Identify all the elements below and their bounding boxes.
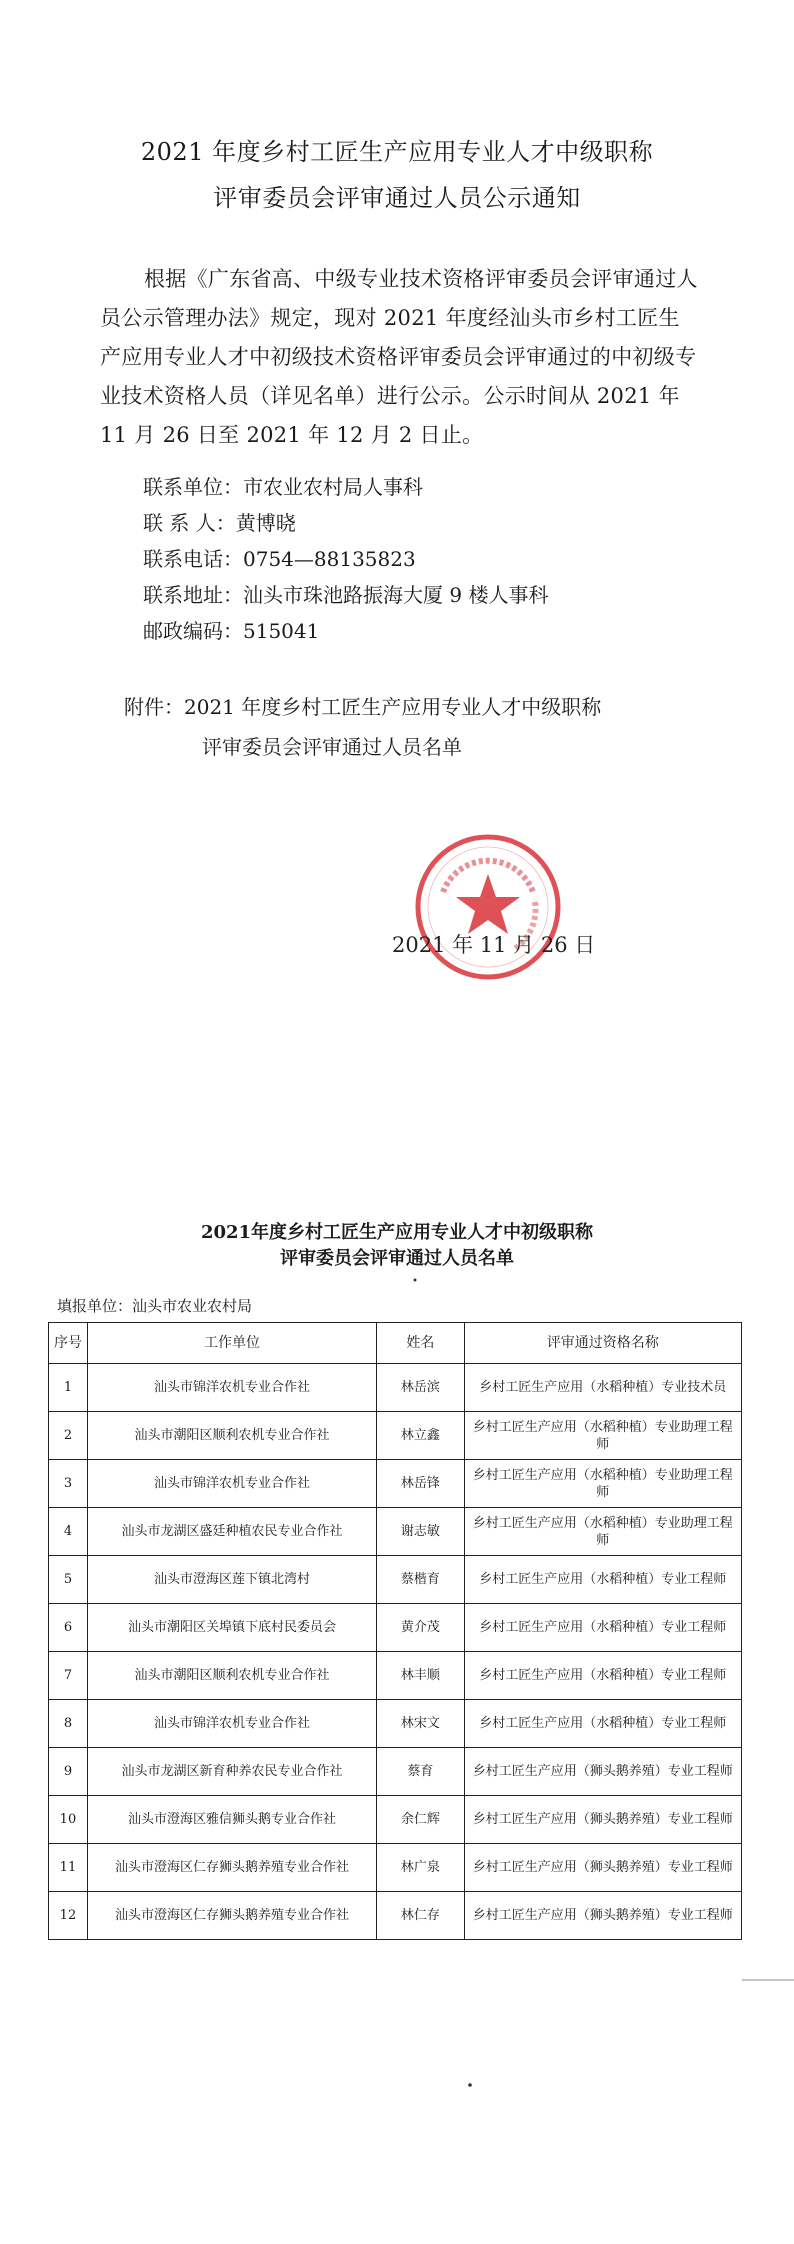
table-row	[49, 1508, 742, 1556]
cell-no: 6	[49, 1604, 88, 1652]
table-row	[49, 1604, 742, 1652]
table-row	[49, 1460, 742, 1508]
cell-qualification: 乡村工匠生产应用（狮头鹅养殖）专业工程师	[464, 1892, 741, 1940]
notice-body: 根据《广东省高、中级专业技术资格评审委员会评审通过人员公示管理办法》规定，现对 2021 年度经汕头市乡村工匠生产应用专业人才中初级技术资格评审委员会评审通过的中初级专业技术资格人员（详见名单）进行公示。公示时间从 2021 年 11 月 26 日至 2021 年 12 月 2 日止。	[100, 267, 698, 447]
roster-title-line1: 2021年度乡村工匠生产应用专业人才中初级职称	[200, 1222, 594, 1243]
cell-qualification: 乡村工匠生产应用（水稻种植）专业工程师	[464, 1604, 741, 1652]
cell-no: 5	[49, 1556, 88, 1604]
cell-qualification: 乡村工匠生产应用（水稻种植）专业工程师	[464, 1700, 741, 1748]
cell-no: 7	[49, 1652, 88, 1700]
cell-name: 蔡楷育	[377, 1556, 465, 1604]
cell-name: 林仁存	[377, 1892, 465, 1940]
notice-title-line2: 评审委员会评审通过人员公示通知	[213, 184, 581, 212]
cell-name: 蔡育	[377, 1748, 465, 1796]
cell-unit: 汕头市龙湖区盛廷种植农民专业合作社	[87, 1508, 376, 1556]
table-header-row	[49, 1323, 742, 1364]
cell-no: 8	[49, 1700, 88, 1748]
cell-qualification: 乡村工匠生产应用（水稻种植）专业工程师	[464, 1556, 741, 1604]
contact-person: 联 系 人：黄博晓	[143, 511, 296, 535]
header-unit: 工作单位	[87, 1323, 376, 1364]
table-row	[49, 1892, 742, 1940]
cell-no: 10	[49, 1796, 88, 1844]
cell-unit: 汕头市澄海区莲下镇北湾村	[87, 1556, 376, 1604]
cell-unit: 汕头市澄海区仁存狮头鹅养殖专业合作社	[87, 1844, 376, 1892]
cell-no: 9	[49, 1748, 88, 1796]
roster-table	[48, 1322, 742, 1940]
cell-qualification: 乡村工匠生产应用（狮头鹅养殖）专业工程师	[464, 1844, 741, 1892]
table-row	[49, 1748, 742, 1796]
header-qualification: 评审通过资格名称	[464, 1323, 741, 1364]
header-no: 序号	[49, 1323, 88, 1364]
contact-postcode: 邮政编码：515041	[143, 619, 320, 643]
cell-unit: 汕头市锦洋农机专业合作社	[87, 1364, 376, 1412]
cell-unit: 汕头市锦洋农机专业合作社	[87, 1700, 376, 1748]
cell-name: 黄介茂	[377, 1604, 465, 1652]
table-row	[49, 1412, 742, 1460]
cell-unit: 汕头市潮阳区顺利农机专业合作社	[87, 1652, 376, 1700]
contact-phone: 联系电话：0754—88135823	[143, 547, 416, 571]
cell-qualification: 乡村工匠生产应用（水稻种植）专业助理工程师	[464, 1508, 741, 1556]
cell-qualification: 乡村工匠生产应用（水稻种植）专业助理工程师	[464, 1412, 741, 1460]
cell-no: 1	[49, 1364, 88, 1412]
header-name: 姓名	[377, 1323, 465, 1364]
cell-qualification: 乡村工匠生产应用（狮头鹅养殖）专业工程师	[464, 1748, 741, 1796]
attachment-line1: 附件：2021 年度乡村工匠生产应用专业人才中级职称	[124, 695, 602, 719]
cell-no: 11	[49, 1844, 88, 1892]
cell-qualification: 乡村工匠生产应用（水稻种植）专业技术员	[464, 1364, 741, 1412]
cell-no: 2	[49, 1412, 88, 1460]
cell-name: 谢志敏	[377, 1508, 465, 1556]
cell-qualification: 乡村工匠生产应用（狮头鹅养殖）专业工程师	[464, 1796, 741, 1844]
cell-name: 余仁辉	[377, 1796, 465, 1844]
cell-name: 林立鑫	[377, 1412, 465, 1460]
table-row	[49, 1796, 742, 1844]
table-row	[49, 1364, 742, 1412]
notice-date: 2021 年 11 月 26 日	[392, 933, 596, 957]
cell-no: 4	[49, 1508, 88, 1556]
notice-title-line1: 2021 年度乡村工匠生产应用专业人才中级职称	[140, 138, 654, 166]
cell-qualification: 乡村工匠生产应用（水稻种植）专业助理工程师	[464, 1460, 741, 1508]
cell-unit: 汕头市澄海区雅信狮头鹅专业合作社	[87, 1796, 376, 1844]
contact-unit: 联系单位：市农业农村局人事科	[143, 475, 423, 499]
cell-unit: 汕头市龙湖区新育种养农民专业合作社	[87, 1748, 376, 1796]
table-row	[49, 1652, 742, 1700]
seal-star-icon	[456, 874, 520, 934]
table-row	[49, 1700, 742, 1748]
cell-no: 12	[49, 1892, 88, 1940]
cell-name: 林广泉	[377, 1844, 465, 1892]
attachment-line2: 评审委员会评审通过人员名单	[202, 735, 462, 759]
cell-name: 林岳滨	[377, 1364, 465, 1412]
cell-unit: 汕头市锦洋农机专业合作社	[87, 1460, 376, 1508]
cell-unit: 汕头市潮阳区顺利农机专业合作社	[87, 1412, 376, 1460]
filler-unit: 填报单位：汕头市农业农村局	[57, 1297, 253, 1315]
table-row	[49, 1556, 742, 1604]
cell-no: 3	[49, 1460, 88, 1508]
cell-unit: 汕头市澄海区仁存狮头鹅养殖专业合作社	[87, 1892, 376, 1940]
roster-title-line2: 评审委员会评审通过人员名单	[280, 1248, 514, 1269]
cell-name: 林岳锋	[377, 1460, 465, 1508]
table-row	[49, 1844, 742, 1892]
cell-name: 林丰顺	[377, 1652, 465, 1700]
cell-unit: 汕头市潮阳区关埠镇下底村民委员会	[87, 1604, 376, 1652]
contact-address: 联系地址：汕头市珠池路振海大厦 9 楼人事科	[143, 583, 549, 607]
cell-name: 林宋文	[377, 1700, 465, 1748]
cell-qualification: 乡村工匠生产应用（水稻种植）专业工程师	[464, 1652, 741, 1700]
